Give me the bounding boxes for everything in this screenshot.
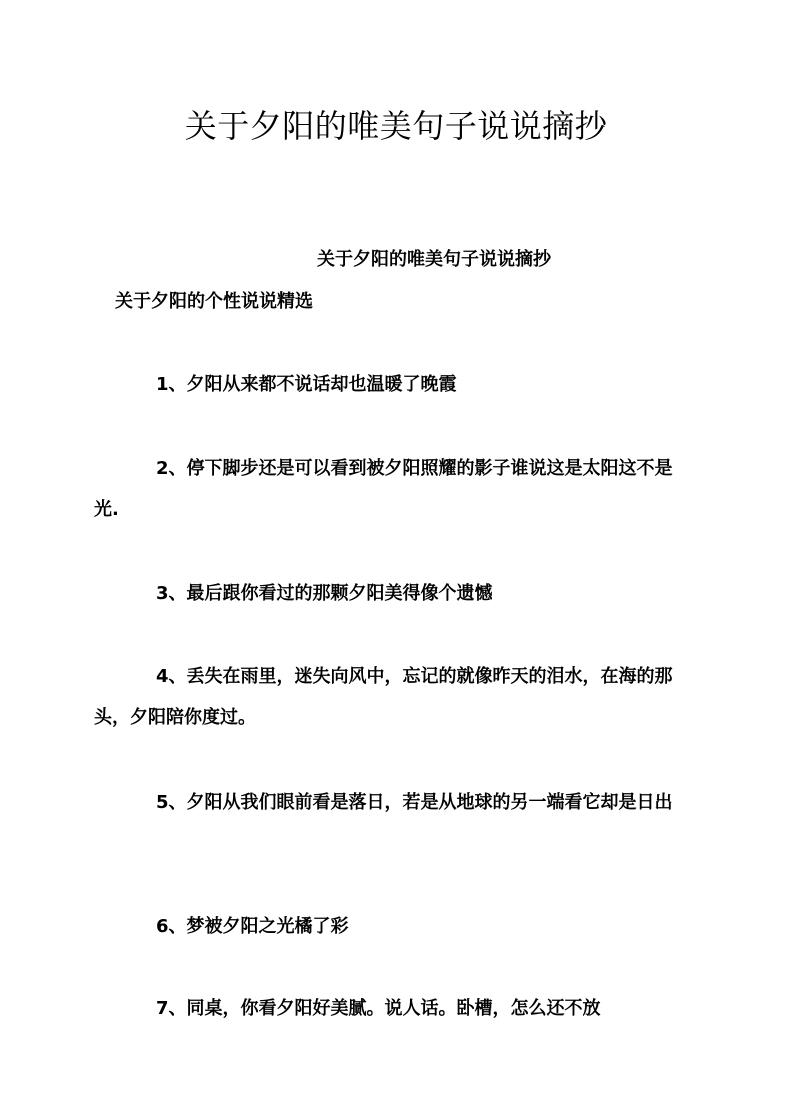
- section-heading: 关于夕阳的个性说说精选: [115, 291, 313, 312]
- list-item-2: 2、停下脚步还是可以看到被夕阳照耀的影子谁说这是太阳这不是光.: [94, 458, 673, 520]
- page-title: 关于夕阳的唯美句子说说摘抄: [184, 107, 608, 145]
- subtitle: 关于夕阳的唯美句子说说摘抄: [317, 249, 551, 270]
- list-item-5: 5、夕阳从我们眼前看是落日，若是从地球的另一端看它却是日出: [156, 792, 673, 813]
- list-item-7: 7、同桌，你看夕阳好美腻。说人话。卧槽，怎么还不放: [156, 998, 601, 1019]
- list-item-6: 6、梦被夕阳之光橘了彩: [156, 916, 349, 937]
- list-item-3: 3、最后跟你看过的那颗夕阳美得像个遗憾: [156, 583, 493, 604]
- list-item-1: 1、夕阳从来都不说话却也温暖了晚霞: [156, 374, 457, 395]
- list-item-4: 4、丢失在雨里，迷失向风中，忘记的就像昨天的泪水，在海的那头，夕阳陪你度过。: [94, 666, 673, 728]
